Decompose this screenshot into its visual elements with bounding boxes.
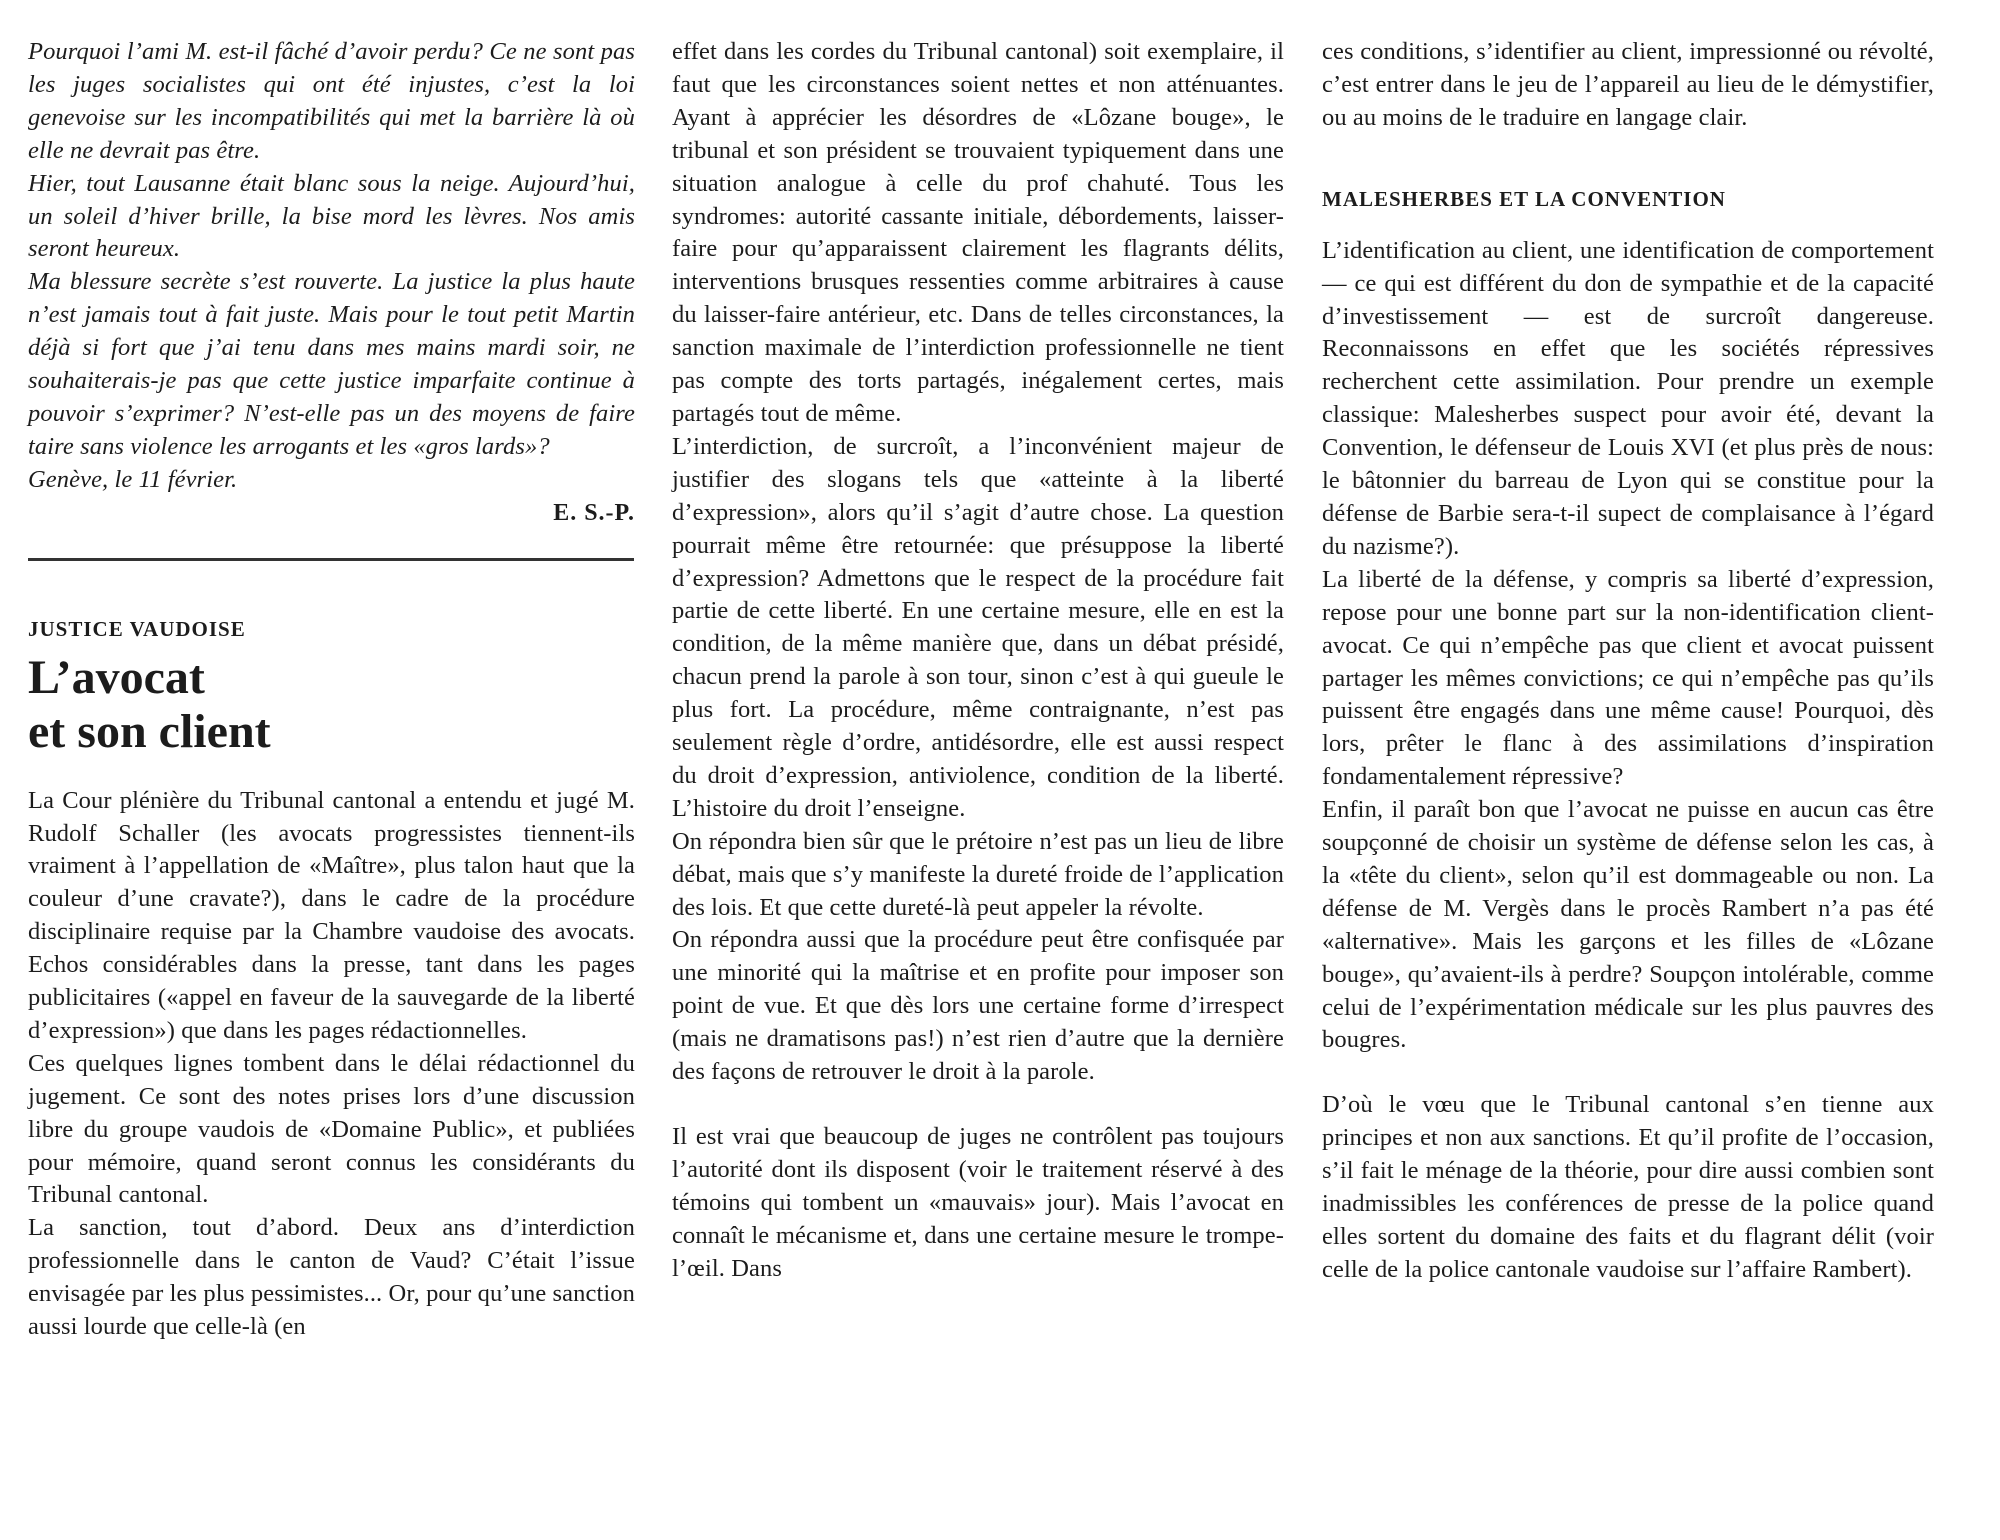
article-paragraph: Enfin, il paraît bon que l’avocat ne puisse en aucun cas être soupçonné de choisir un système de défense selon les cas, à la «tête du client», selon qu’il est dommageable ou non. La défense de M. Vergès dans le procès Rambert n’a pas été «alternative». Mais les garçons et les filles de «Lôzane bouge», qu’avaient-ils à perdre? Soupçon intolérable, comme celui de l’expérimentation médicale sur les plus pauvres des bougres. [1322, 796, 1934, 1054]
headline-line: L’avocat [28, 650, 205, 704]
separator-rule [28, 558, 634, 561]
article-paragraph: L’identification au client, une identification de comportement — ce qui est différent du don de sympathie et de la capacité d’investissement — est de surcroît dangereuse. Reconnaissons en effet que les sociétés répressives recherchent cette assimilation. Pour prendre un exemple classique: Malesherbes suspect pour avoir été, devant la Convention, le défenseur de Louis XVI (et plus près de nous: le bâtonnier du barreau de Lyon qui se constitue pour la défense de Barbie sera-t-il supect de complaisance à l’égard du nazisme?). [1322, 236, 1934, 560]
author-signature: E. S.-P. [553, 499, 635, 526]
headline-line: et son client [28, 704, 271, 758]
article-paragraph: ces conditions, s’identifier au client, impressionné ou révolté, c’est entrer dans le jeu de l’appareil au lieu de le démystifier, ou au moins de le traduire en langage clair. [1322, 38, 1934, 131]
letter-paragraph: Pourquoi l’ami M. est-il fâché d’avoir perdu? Ce ne sont pas les juges socialistes qui ont été injustes, c’est la loi genevoise sur les incompatibilités qui met la barrière là où elle ne devrait pas être. [28, 38, 635, 164]
article-paragraph: L’interdiction, de surcroît, a l’inconvénient majeur de justifier des slogans tels que «atteinte à la liberté d’expression», alors qu’il s’agit d’autre chose. La question pourrait même être retournée: que présuppose la liberté d’expression? Admettons que le respect de la procédure fait partie de cette liberté. En une certaine mesure, elle en est la condition, de la même manière que, dans un débat présidé, chacun prend la parole à son tour, sinon c’est à qui gueule le plus fort. La procédure, même contraignante, n’est pas seulement règle d’ordre, antidésordre, elle est aussi respect du droit d’expression, antiviolence, condition de la liberté. L’histoire du droit l’enseigne. [672, 432, 1284, 822]
article-paragraph: effet dans les cordes du Tribunal cantonal) soit exemplaire, il faut que les circonstances soient nettes et non atténuantes. Ayant à apprécier les désordres de «Lôzane bouge», le tribunal et son président se trouvaient typiquement dans une situation analogue à celle du prof chahuté. Tous les syndromes: autorité cassante initiale, débordements, laisser-faire pour qu’apparaissent clairement les flagrants délits, interventions brusques ressenties comme arbitraires à cause du laisser-faire antérieur, etc. Dans de telles circonstances, la sanction maximale de l’interdiction professionnelle ne tient pas compte des torts partagés, inégalement certes, mais partagés tout de même. [672, 38, 1284, 427]
section-heading: MALESHERBES ET LA CONVENTION [1322, 186, 1726, 211]
article-kicker: JUSTICE VAUDOISE [28, 616, 246, 641]
article-paragraph: D’où le vœu que le Tribunal cantonal s’en tienne aux principes et non aux sanctions. Et qu’il profite de l’occasion, s’il fait le ménage de la théorie, pour dire aussi combien sont inadmissibles les conférences de presse de la police quand elles sortent du domaine des faits et du flagrant délit (voir celle de la police cantonale vaudoise sur l’affaire Rambert). [1322, 1091, 1934, 1283]
article-paragraph: Il est vrai que beaucoup de juges ne contrôlent pas toujours l’autorité dont ils disposent (voir le traitement réservé à des témoins qui tombent un «mauvais» jour). Mais l’avocat en connaît le mécanisme et, dans une certaine mesure le trompe-l’œil. Dans [672, 1123, 1284, 1282]
article-paragraph: La liberté de la défense, y compris sa liberté d’expression, repose pour une bonne part sur la non-identification client-avocat. Ce qui n’empêche pas que client et avocat puissent partager les mêmes convictions; ce qui n’empêche pas qu’ils puissent être engagés dans une même cause! Pourquoi, dès lors, prêter le flanc à des assimilations d’inspiration fondamentalement répressive? [1322, 565, 1934, 791]
letter-paragraph: Hier, tout Lausanne était blanc sous la neige. Aujourd’hui, un soleil d’hiver brille, la bise mord les lèvres. Nos amis seront heureux. [28, 169, 635, 263]
article-paragraph: On répondra bien sûr que le prétoire n’est pas un lieu de libre débat, mais que s’y manifeste la dureté froide de l’application des lois. Et que cette dureté-là peut appeler la révolte. [672, 827, 1284, 921]
letter-excerpt [28, 36, 635, 497]
letter-paragraph: Ma blessure secrète s’est rouverte. La justice la plus haute n’est jamais tout à fait juste. Mais pour le tout petit Martin déjà si fort que j’ai tenu dans mes mains mardi soir, ne souhaiterais-je pas que cette justice imparfaite continue à pouvoir s’exprimer? N’est-elle pas un des moyens de faire taire sans violence les arrogants et les «gros lards»? [28, 268, 635, 460]
column-1 [28, 36, 635, 1344]
article-headline [28, 651, 635, 759]
article-paragraph: Ces quelques lignes tombent dans le délai rédactionnel du jugement. Ce sont des notes prises lors d’une discussion libre du groupe vaudois de «Domaine Public», et publiées pour mémoire, quand seront connus les considérants du Tribunal cantonal. [28, 1049, 635, 1209]
column-2 [672, 36, 1284, 1286]
article-paragraph: La Cour plénière du Tribunal cantonal a entendu et jugé M. Rudolf Schaller (les avocats progressistes tiennent-ils vraiment à l’appellation de «Maître», plus talon haut que la couleur d’une cravate?), dans le cadre de la procédure disciplinaire requise par la Chambre vaudoise des avocats. Echos considérables dans la presse, tant dans les pages publicitaires («appel en faveur de la sauvegarde de la liberté d’expression») que dans les pages rédactionnelles. [28, 786, 635, 1044]
column-3 [1322, 36, 1934, 1287]
article-paragraph: La sanction, tout d’abord. Deux ans d’interdiction professionnelle dans le canton de Vaud? C’était l’issue envisagée par les plus pessimistes... Or, pour qu’une sanction aussi lourde que celle-là (en [28, 1214, 635, 1341]
article-paragraph: On répondra aussi que la procédure peut être confisquée par une minorité qui la maîtrise et en profite pour imposer son point de vue. Et que dès lors une certaine forme d’irrespect (mais ne dramatisons pas!) n’est rien d’autre que la dernière des façons de retrouver le droit à la parole. [672, 926, 1284, 1086]
letter-date: Genève, le 11 février. [28, 465, 238, 493]
